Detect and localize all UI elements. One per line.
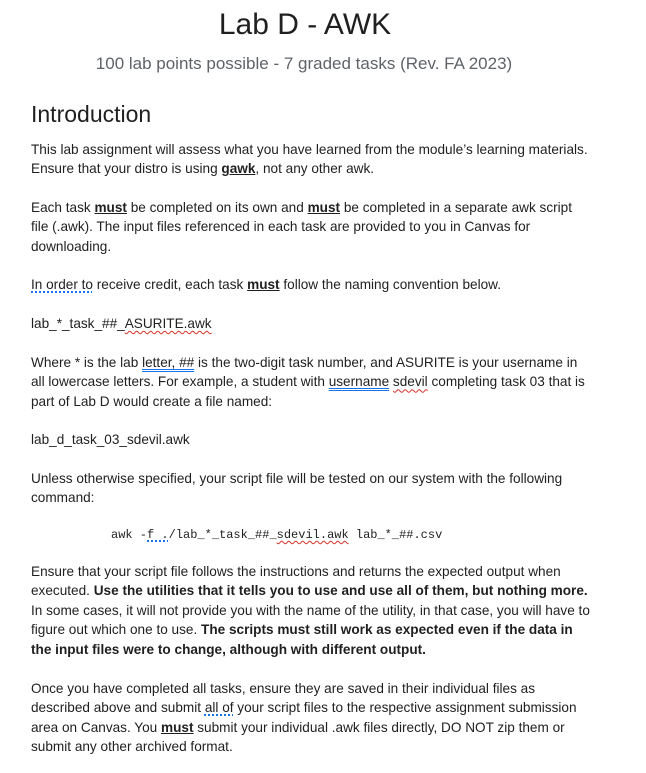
paragraph-instructions: Ensure that your script file follows the instructions and returns the expected output when executed. Use the utilities that it tells you to use and use all of them, but nothing more. In some cases, it will not provide you with the name of the utility, in that case, you will have to figure out which one to use. The scripts must still work as expected even if the data in the input files were to change, although with different output. (31, 564, 590, 657)
section-heading-introduction: Introduction (31, 101, 152, 127)
paragraph-example-filename: lab_d_task_03_sdevil.awk (31, 432, 190, 447)
paragraph-naming-explanation: Where * is the lab letter, ## is the two-digit task number, and ASURITE is your username in all lowercase letters. For example, a student with username sdevil completing task 03 that is part of Lab D would create a file named: (31, 355, 585, 409)
must-emphasis: must (307, 200, 341, 215)
paragraph-submission: Once you have completed all tasks, ensure they are saved in their individual files as described above and submit all of your script files to the respective assignment submission area on Canvas. You must submit your individual .awk files directly, DO NOT zip them or submit any other archived format. (31, 681, 577, 755)
spelling-suggestion[interactable]: sdevil (392, 374, 428, 390)
code-command: awk -f ./lab_*_task_##_sdevil.awk lab_*_##.csv (111, 528, 443, 542)
grammar-suggestion[interactable]: f . (147, 528, 169, 542)
paragraph-naming-pattern: lab_*_task_##_ASURITE.awk (31, 316, 212, 331)
grammar-suggestion[interactable]: letter, ## (142, 355, 195, 370)
spelling-suggestion[interactable]: sdevil.awk (276, 528, 349, 542)
paragraph-naming: In order to receive credit, each task must follow the naming convention below. (31, 277, 502, 292)
grammar-suggestion[interactable]: username (328, 374, 390, 390)
gawk-emphasis: gawk (221, 161, 256, 177)
spelling-suggestion[interactable]: ASURITE.awk (124, 316, 212, 331)
must-emphasis: must (247, 277, 280, 292)
paragraph-test-command: Unless otherwise specified, your script file will be tested on our system with the following command: (31, 471, 563, 506)
grammar-suggestion[interactable]: all of (204, 700, 234, 716)
page-title: Lab D - AWK (218, 8, 392, 41)
paragraph-intro: This lab assignment will assess what you have learned from the module’s learning materials. Ensure that your distro is using gawk, not any other awk. (31, 142, 588, 177)
must-emphasis: must (161, 719, 194, 735)
page-subtitle: 100 lab points possible - 7 graded tasks (Rev. FA 2023) (95, 54, 513, 73)
must-emphasis: must (94, 200, 127, 215)
paragraph-task-rules: Each task must be completed on its own and must be completed in a separate awk script file (.awk). The input files referenced in each task are provided to you in Canvas for downloading. (31, 200, 573, 254)
grammar-suggestion[interactable]: In order to (31, 277, 93, 292)
